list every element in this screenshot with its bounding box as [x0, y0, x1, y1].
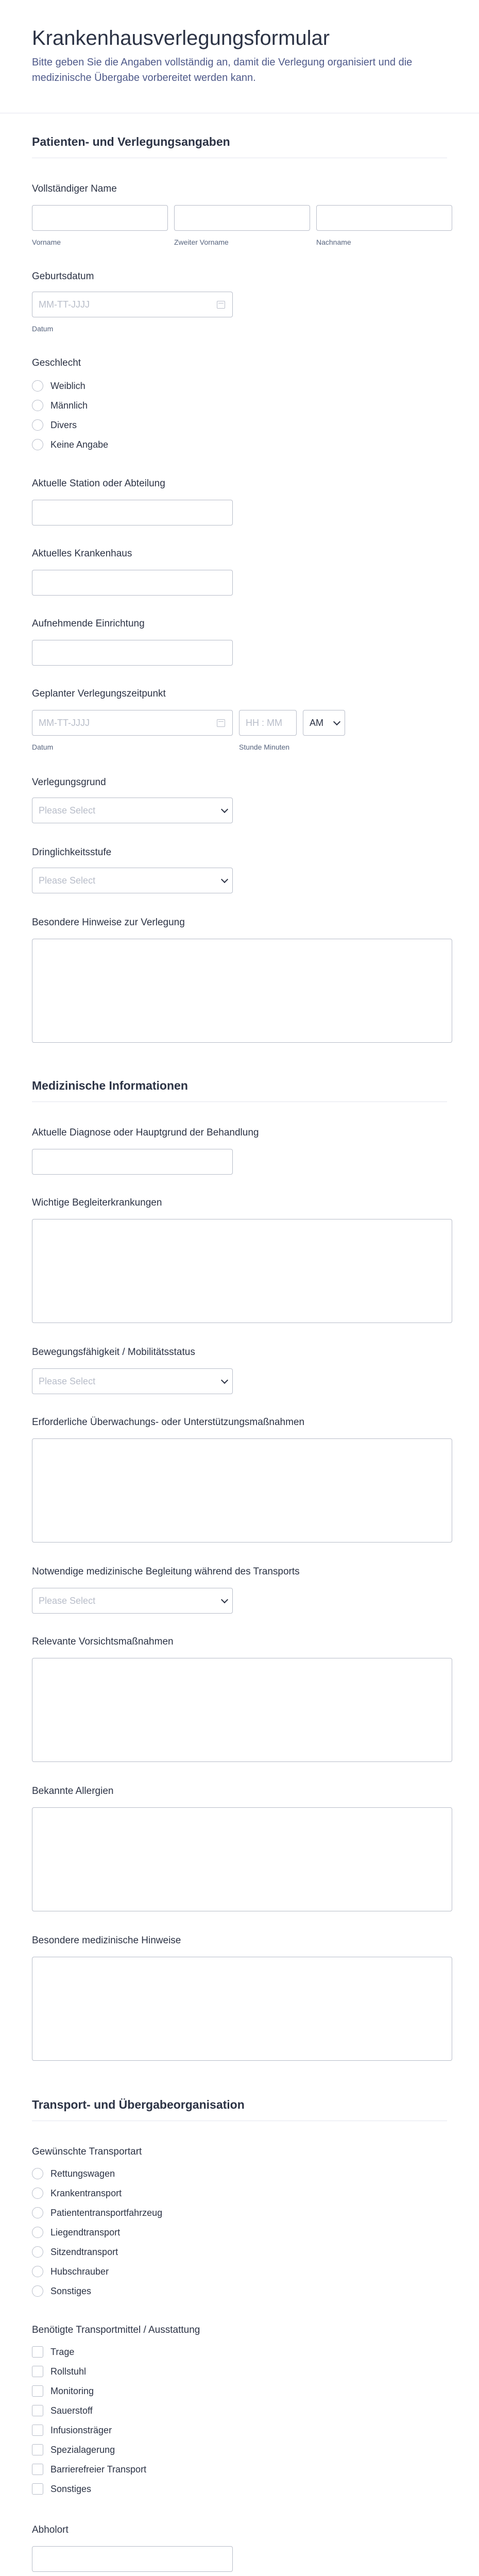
- transport-option[interactable]: Rettungswagen: [32, 2168, 115, 2179]
- transport-option[interactable]: Sitzendtransport: [32, 2246, 118, 2258]
- medical-notes-label: Besondere medizinische Hinweise: [32, 1935, 181, 1946]
- radio-icon[interactable]: [32, 380, 43, 392]
- radio-icon[interactable]: [32, 2168, 43, 2179]
- precautions-label: Relevante Vorsichtsmaßnahmen: [32, 1636, 174, 1647]
- comorbid-textarea[interactable]: [32, 1219, 452, 1323]
- allergies-textarea[interactable]: [32, 1807, 452, 1911]
- checkbox-icon[interactable]: [32, 2405, 43, 2416]
- planned-time-input[interactable]: [239, 710, 297, 736]
- section-title-patient: Patienten- und Verlegungsangaben: [32, 135, 230, 148]
- radio-icon[interactable]: [32, 2285, 43, 2297]
- reason-select[interactable]: Please Select: [32, 798, 233, 823]
- comorbid-label: Wichtige Begleiterkrankungen: [32, 1197, 162, 1208]
- middle-name-input[interactable]: [174, 205, 310, 231]
- checkbox-icon[interactable]: [32, 2425, 43, 2436]
- equipment-option[interactable]: Infusionsträger: [32, 2425, 112, 2436]
- chevron-down-icon: [221, 875, 228, 883]
- radio-icon[interactable]: [32, 2188, 43, 2199]
- chevron-down-icon: [333, 718, 340, 725]
- gender-option[interactable]: Männlich: [32, 400, 88, 411]
- escort-select[interactable]: Please Select: [32, 1588, 233, 1614]
- precautions-textarea[interactable]: [32, 1658, 452, 1762]
- planned-date-input[interactable]: [32, 710, 233, 736]
- radio-icon[interactable]: [32, 419, 43, 431]
- station-label: Aktuelle Station oder Abteilung: [32, 478, 165, 489]
- form-description: Bitte geben Sie die Angaben vollständig an, damit die Verlegung organisiert und die medizinische Übergabe vorbereitet werden kann.: [32, 57, 413, 83]
- escort-label: Notwendige medizinische Begleitung während des Transports: [32, 1566, 300, 1577]
- diagnosis-input[interactable]: [32, 1149, 233, 1175]
- receiving-input[interactable]: [32, 640, 233, 666]
- equipment-option[interactable]: Monitoring: [32, 2385, 94, 2397]
- chevron-down-icon: [221, 1376, 228, 1383]
- last-name-input[interactable]: [316, 205, 452, 231]
- transport-option[interactable]: Krankentransport: [32, 2188, 122, 2199]
- urgency-label: Dringlichkeitsstufe: [32, 847, 112, 858]
- checkbox-icon[interactable]: [32, 2464, 43, 2475]
- monitoring-textarea[interactable]: [32, 1438, 452, 1543]
- transport-option[interactable]: Sonstiges: [32, 2285, 91, 2297]
- medical-notes-textarea[interactable]: [32, 1957, 452, 2061]
- transport-type-label: Gewünschte Transportart: [32, 2146, 142, 2157]
- calendar-icon[interactable]: [217, 719, 225, 727]
- hospital-input[interactable]: [32, 570, 233, 596]
- transport-option[interactable]: Liegendtransport: [32, 2227, 120, 2238]
- checkbox-icon[interactable]: [32, 2346, 43, 2358]
- transport-option[interactable]: Hubschrauber: [32, 2266, 109, 2277]
- checkbox-icon[interactable]: [32, 2385, 43, 2397]
- radio-icon[interactable]: [32, 439, 43, 450]
- planned-date-placeholder: MM-TT-JJJJ: [39, 717, 90, 728]
- checkbox-icon[interactable]: [32, 2366, 43, 2377]
- section-divider: [32, 1101, 447, 1102]
- birthdate-sublabel: Datum: [32, 325, 54, 333]
- gender-label: Geschlecht: [32, 358, 81, 368]
- last-name-sublabel: Nachname: [316, 238, 351, 246]
- equipment-option[interactable]: Spezialagerung: [32, 2444, 115, 2455]
- planned-date-sublabel: Datum: [32, 743, 54, 751]
- monitoring-label: Erforderliche Überwachungs- oder Unterstützungsmaßnahmen: [32, 1417, 305, 1428]
- notes-textarea[interactable]: [32, 939, 452, 1043]
- hospital-label: Aktuelles Krankenhaus: [32, 548, 132, 559]
- mobility-select[interactable]: Please Select: [32, 1368, 233, 1394]
- pickup-input[interactable]: [32, 2546, 233, 2572]
- equipment-option[interactable]: Sauerstoff: [32, 2405, 93, 2416]
- birthdate-label: Geburtsdatum: [32, 271, 94, 282]
- first-name-input[interactable]: [32, 205, 168, 231]
- form-title: Krankenhausverlegungsformular: [32, 27, 330, 49]
- calendar-icon[interactable]: [217, 301, 225, 309]
- receiving-label: Aufnehmende Einrichtung: [32, 618, 145, 629]
- form-header: [0, 0, 479, 113]
- checkbox-icon[interactable]: [32, 2444, 43, 2455]
- equipment-option[interactable]: Barrierefreier Transport: [32, 2464, 146, 2475]
- first-name-sublabel: Vorname: [32, 238, 61, 246]
- radio-icon[interactable]: [32, 400, 43, 411]
- notes-label: Besondere Hinweise zur Verlegung: [32, 917, 185, 928]
- radio-icon[interactable]: [32, 2207, 43, 2218]
- checkbox-icon[interactable]: [32, 2483, 43, 2495]
- mobility-label: Bewegungsfähigkeit / Mobilitätsstatus: [32, 1347, 195, 1358]
- pickup-label: Abholort: [32, 2524, 69, 2535]
- diagnosis-label: Aktuelle Diagnose oder Hauptgrund der Behandlung: [32, 1127, 259, 1138]
- middle-name-sublabel: Zweiter Vorname: [174, 238, 229, 246]
- transport-option[interactable]: Patiententransportfahrzeug: [32, 2207, 162, 2218]
- gender-option[interactable]: Weiblich: [32, 380, 85, 392]
- planned-time-label: Geplanter Verlegungszeitpunkt: [32, 688, 166, 699]
- planned-ampm-select[interactable]: AM: [303, 710, 345, 736]
- urgency-select[interactable]: Please Select: [32, 868, 233, 893]
- equipment-option[interactable]: Trage: [32, 2346, 74, 2358]
- planned-time-sublabel: Stunde Minuten: [239, 743, 290, 751]
- radio-icon[interactable]: [32, 2266, 43, 2277]
- birthdate-placeholder: MM-TT-JJJJ: [39, 299, 90, 310]
- reason-label: Verlegungsgrund: [32, 777, 106, 788]
- section-title-transport: Transport- und Übergabeorganisation: [32, 2098, 245, 2111]
- birthdate-input[interactable]: [32, 292, 233, 317]
- equipment-label: Benötigte Transportmittel / Ausstattung: [32, 2325, 200, 2335]
- chevron-down-icon: [221, 805, 228, 812]
- gender-option[interactable]: Divers: [32, 419, 77, 431]
- planned-time-placeholder: HH : MM: [246, 717, 282, 728]
- section-title-medical: Medizinische Informationen: [32, 1079, 188, 1092]
- allergies-label: Bekannte Allergien: [32, 1786, 114, 1797]
- radio-icon[interactable]: [32, 2227, 43, 2238]
- station-input[interactable]: [32, 500, 233, 526]
- equipment-option[interactable]: Rollstuhl: [32, 2366, 86, 2377]
- equipment-option[interactable]: Sonstiges: [32, 2483, 91, 2495]
- fullname-label: Vollständiger Name: [32, 183, 117, 194]
- gender-option[interactable]: Keine Angabe: [32, 439, 108, 450]
- chevron-down-icon: [221, 1596, 228, 1603]
- radio-icon[interactable]: [32, 2246, 43, 2258]
